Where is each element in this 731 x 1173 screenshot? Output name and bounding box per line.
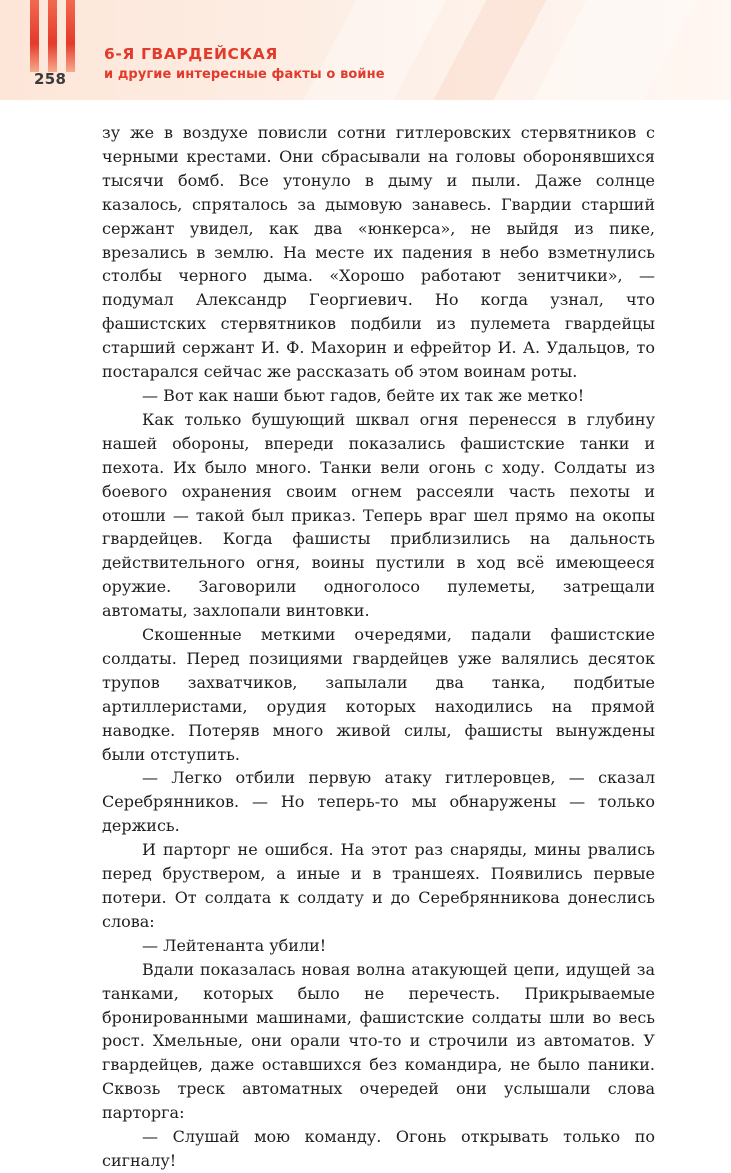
paragraph: — Слушай мою команду. Огонь открывать только по сигналу! [102,1127,655,1170]
paragraph: И парторг не ошибся. На этот раз снаряды, мины рвались перед бруствером, а иные и в траншеях. Появились первые потери. От солдата к солдату и до Серебрянникова донеслись слова: [102,840,655,931]
red-stripe [30,0,39,72]
header-stripes-decoration [30,0,80,72]
paragraph: зу же в воздухе повисли сотни гитлеровских стервятников с черными крестами. Они сбрасывали на головы оборонявшихся тысячи бомб. Все утонуло в дыму и пыли. Даже солнце казалось, спряталось за дымовую занавесь. Гвардии старший сержант увидел, как два «юнкерса», не выйдя из пике, врезались в землю. На месте их падения в небо взметнулись столбы черного дыма. «Хорошо работают зенитчики», — подумал Александр Георгиевич. Но когда узнал, что фашистских стервятников подбили из пулемета гвардейцы старший сержант И. Ф. Махорин и ефрейтор И. А. Удальцов, то постарался сейчас же рассказать об этом воинам роты. [102,123,655,382]
paragraph: — Вот как наши бьют гадов, бейте их так же метко! [142,385,585,405]
running-title: 6-Я ГВАРДЕЙСКАЯ [104,45,278,63]
paragraph: Вдали показалась новая волна атакующей цепи, идущей за танками, которых было не перечесть. Прикрываемые бронированными машинами, фашистские солдаты шли во весь рост. Хмельные, они орали что-то и строчили из автоматов. У гвардейцев, даже оставшихся без командира, не было паники. Сквозь треск автоматных очередей они услышали слова парторга: [102,959,655,1123]
header-decoration [303,0,446,100]
red-stripe [48,0,57,72]
paragraph: — Лейтенанта убили! [142,935,327,955]
page-header [0,0,731,100]
header-decoration [433,0,546,100]
paragraph: Скошенные меткими очередями, падали фашистские солдаты. Перед позициями гвардейцев уже валялись десяток трупов захватчиков, запылали два танка, подбитые артиллеристами, орудия которых находились на прямой наводке. Потеряв много живой силы, фашисты вынуждены были отступить. [102,625,655,764]
header-decoration [533,0,696,100]
paragraph: Как только бушующий шквал огня перенесся в глубину нашей обороны, впереди показались фашистские танки и пехота. Их было много. Танки вели огонь с ходу. Солдаты из боевого охранения своим огнем рассеяли часть пехоты и отошли — такой был приказ. Теперь враг шел прямо на окопы гвардейцев. Когда фашисты приблизились на дальность действительного огня, воины пустили в ход всё имеющееся оружие. Заговорили одноголосо пулеметы, затрещали автоматы, захлопали винтовки. [102,409,655,621]
page-number: 258 [34,70,67,88]
paragraph: — Легко отбили первую атаку гитлеровцев, — сказал Серебрянников. — Но теперь-то мы обнаружены — только держись. [102,768,655,836]
body-text [102,121,655,1173]
running-subtitle: и другие интересные факты о войне [104,67,385,82]
red-stripe [66,0,75,72]
